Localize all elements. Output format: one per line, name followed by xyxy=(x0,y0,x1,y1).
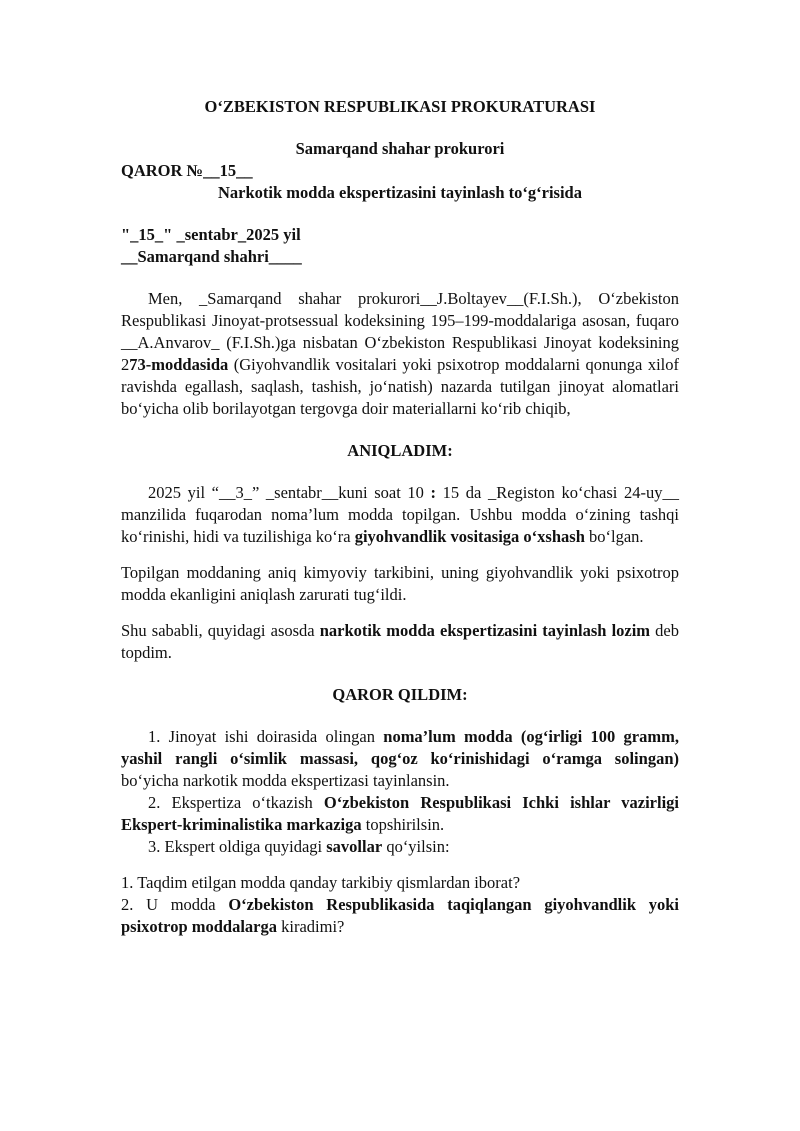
finding3-bold: narkotik modda ekspertizasini tayinlash lozim xyxy=(319,621,651,640)
item2-text: 2. Ekspertiza o‘tkazish xyxy=(148,793,324,812)
intro-text-end: (Giyohvandlik vositalari yoki psixotrop moddalarni qonunga xilof ravishda egallash, saqlash, tashish, jo‘natish) nazarda tutilgan jinoyat alomatlari bo‘yicha olib borilayotgan tergovga doir materiallarni ko‘rib chiqib, xyxy=(121,355,679,418)
q2-bold: O‘zbekiston Respublikasida taqiqlangan giyohvandlik yoki psixotrop moddalarga xyxy=(121,895,680,936)
item1-bold: noma’lum modda (og‘irligi 100 gramm, yashil rangli o‘simlik massasi, qog‘oz ko‘rinishidagi o‘ramga solingan) xyxy=(121,727,679,768)
intro-article: 73-moddasida xyxy=(129,355,229,374)
decision-item-1 xyxy=(121,726,679,792)
finding-paragraph-3 xyxy=(121,620,679,664)
finding3-end: deb topdim. xyxy=(121,621,679,662)
item1-end: bo‘yicha narkotik modda ekspertizasi tayinlansin. xyxy=(121,771,450,790)
intro-text: Men, _Samarqand shahar prokurori__J.Boltayev__(F.I.Sh.), O‘zbekiston Respublikasi Jinoyat-protsessual kodeksining 195–199-moddalariga asosan, fuqaro __A.Anvarov_ (F.I.Sh.)ga nisbatan O‘zbekiston Respublikasi Jinoyat kodeksining 2 xyxy=(121,289,679,374)
item3-bold: savollar xyxy=(326,837,383,856)
decision-item-2 xyxy=(121,792,679,836)
finding-paragraph-1 xyxy=(121,482,679,548)
question-1: 1. Taqdim etilgan modda qanday tarkibiy qismlardan iborat? xyxy=(121,873,521,892)
decree-place: __Samarqand shahri____ xyxy=(121,247,302,266)
item2-end: topshirilsin. xyxy=(361,815,445,834)
q2-text: 2. U modda xyxy=(121,895,229,914)
decree-subject: Narkotik modda ekspertizasini tayinlash to‘g‘risida xyxy=(218,183,582,202)
finding-colon: : xyxy=(430,483,437,502)
finding-text-end: bo‘lgan. xyxy=(584,527,644,546)
finding-bold: giyohvandlik vositasiga o‘xshash xyxy=(354,527,585,546)
section-heading-decided: QAROR QILDIM: xyxy=(332,685,468,704)
org-title: O‘ZBEKISTON RESPUBLIKASI PROKURATURASI xyxy=(204,97,596,116)
item3-text: 3. Ekspert oldiga quyidagi xyxy=(148,837,327,856)
finding3-text: Shu sababli, quyidagi asosda xyxy=(121,621,320,640)
finding-paragraph-2: Topilgan moddaning aniq kimyoviy tarkibini, uning giyohvandlik yoki psixotrop modda ekanligini aniqlash zarurati tug‘ildi. xyxy=(121,563,679,604)
item3-end: qo‘yilsin: xyxy=(382,837,450,856)
document-page xyxy=(121,96,679,938)
intro-paragraph xyxy=(121,288,679,420)
question-2 xyxy=(121,894,679,938)
finding-text-2: 15 da _Registon ko‘chasi 24-uy__ manzilida fuqarodan noma’lum modda topilgan. Ushbu modda o‘zining tashqi ko‘rinishi, hidi va tuzilishiga ko‘ra xyxy=(121,483,679,546)
section-heading-found: ANIQLADIM: xyxy=(347,441,453,460)
q2-end: kiradimi? xyxy=(277,917,345,936)
item2-bold: O‘zbekiston Respublikasi Ichki ishlar vazirligi Ekspert-kriminalistika markaziga xyxy=(121,793,679,834)
decree-date: "_15_" _sentabr_2025 yil xyxy=(121,225,301,244)
decree-number: QAROR №__15__ xyxy=(121,161,253,180)
finding-text: 2025 yil “__3_” _sentabr__kuni soat 10 xyxy=(148,483,431,502)
decision-item-3 xyxy=(121,836,679,858)
office-title: Samarqand shahar prokurori xyxy=(295,139,505,158)
item1-text: 1. Jinoyat ishi doirasida olingan xyxy=(148,727,384,746)
